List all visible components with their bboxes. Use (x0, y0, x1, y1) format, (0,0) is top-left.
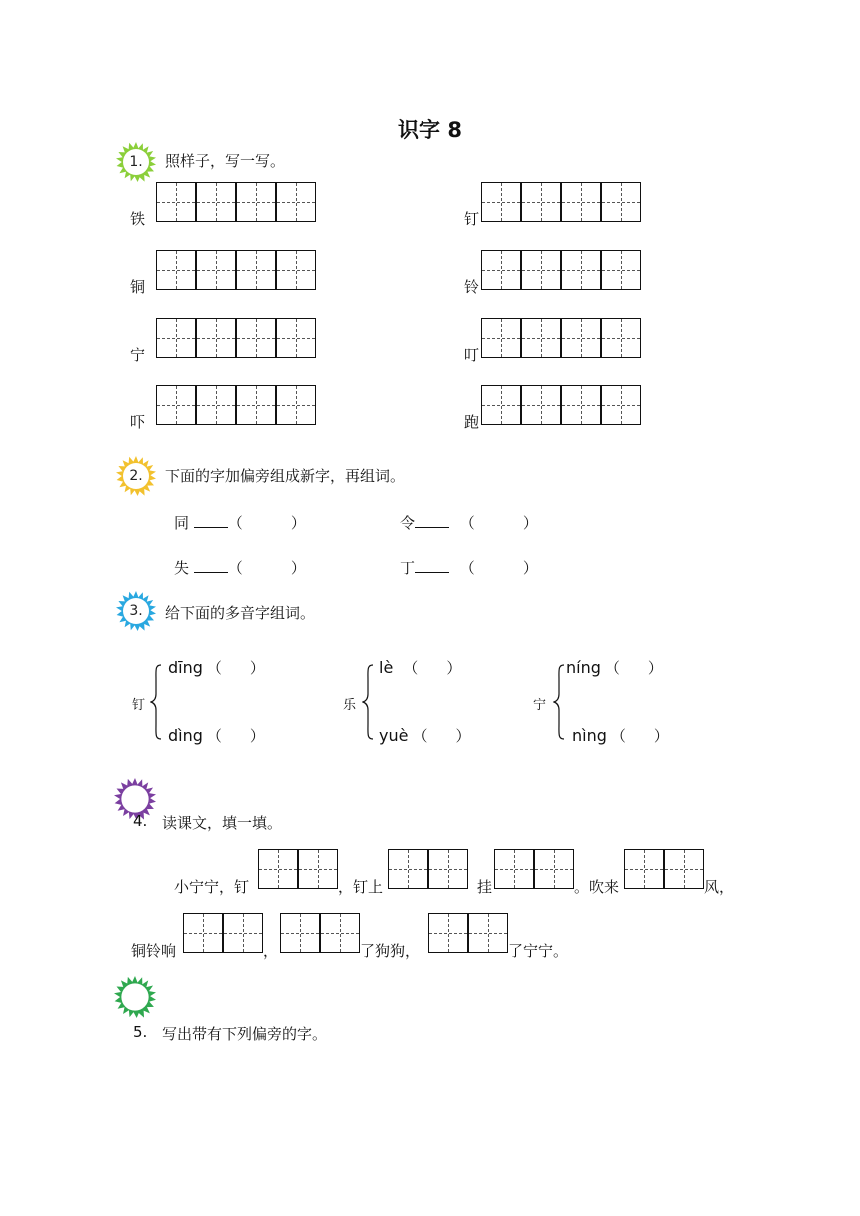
writing-grid[interactable] (156, 318, 316, 358)
paren-open: （ (227, 514, 243, 532)
answer-blank[interactable] (194, 513, 228, 528)
question-1-badge (116, 142, 156, 182)
polyphone-char: 乐 (343, 698, 357, 713)
question-2-text: 下面的字加偏旁组成新字，再组词。 (165, 467, 406, 485)
question-5-number: 5. (133, 1023, 148, 1041)
sentence-part: 风， (704, 878, 735, 896)
sentence-part: 小宁宁，钉 (174, 878, 250, 896)
pinyin: yuè (379, 726, 409, 745)
brace-icon (553, 664, 565, 740)
question-3-text: 给下面的多音字组词。 (165, 604, 316, 622)
sentence-part: 了宁宁。 (508, 942, 569, 960)
question-3-badge (116, 591, 156, 631)
sentence-part: 了狗狗， (360, 942, 421, 960)
page-title: 识字 8 (398, 118, 462, 142)
question-4-text: 读课文，填一填。 (162, 814, 283, 832)
writing-grid[interactable] (481, 250, 641, 290)
writing-grid[interactable] (280, 913, 360, 953)
char-label: 铃 (464, 278, 480, 296)
q2-item (174, 557, 306, 578)
char-label: 叮 (464, 346, 480, 364)
pinyin-row: lè （ ） (379, 658, 462, 677)
q2-item (400, 557, 538, 578)
sentence-part: ， (263, 942, 279, 960)
sentence-part: 。吹来 (574, 878, 620, 896)
q2-char: 丁 (400, 559, 416, 577)
paren-close: ） (522, 514, 538, 532)
sentence-part: 铜铃响 (131, 942, 177, 960)
writing-grid[interactable] (156, 250, 316, 290)
q2-item (174, 512, 306, 533)
char-label: 铜 (130, 278, 146, 296)
paren-open: （ (459, 559, 475, 577)
pinyin: níng (566, 658, 601, 677)
sentence-part: 挂 (477, 878, 493, 896)
writing-grid[interactable] (481, 385, 641, 425)
pinyin-row: dìng （ ） (168, 726, 265, 745)
q2-char: 令 (400, 514, 416, 532)
writing-grid[interactable] (156, 385, 316, 425)
pinyin-row: nìng （ ） (572, 726, 669, 745)
question-1-text: 照样子，写一写。 (165, 152, 286, 170)
question-4-number: 4. (133, 812, 148, 830)
answer-blank[interactable] (194, 558, 228, 573)
question-5-badge (114, 976, 156, 1018)
starburst-icon (114, 976, 156, 1018)
question-5-text: 写出带有下列偏旁的字。 (162, 1025, 328, 1043)
char-label: 钉 (464, 210, 480, 228)
paren-open: （ (459, 514, 475, 532)
pinyin-row: yuè （ ） (379, 726, 471, 745)
polyphone-char: 宁 (533, 698, 547, 713)
writing-grid[interactable] (494, 849, 574, 889)
paren-open: （ (227, 559, 243, 577)
question-2-number: 2. (129, 468, 143, 484)
brace-icon (150, 664, 162, 740)
answer-blank[interactable] (415, 513, 449, 528)
writing-grid[interactable] (624, 849, 704, 889)
writing-grid[interactable] (428, 913, 508, 953)
paren-close: ） (290, 514, 306, 532)
q2-item (400, 512, 538, 533)
brace-icon (362, 664, 374, 740)
answer-blank[interactable] (415, 558, 449, 573)
question-2-badge (116, 456, 156, 496)
pinyin: dìng (168, 726, 203, 745)
writing-grid[interactable] (183, 913, 263, 953)
pinyin: nìng (572, 726, 607, 745)
pinyin-row: dīng （ ） (168, 658, 265, 677)
pinyin: lè (379, 658, 394, 677)
q2-char: 失 (174, 559, 190, 577)
writing-grid[interactable] (388, 849, 468, 889)
writing-grid[interactable] (481, 182, 641, 222)
paren-close: ） (290, 559, 306, 577)
pinyin-row: níng （ ） (566, 658, 663, 677)
char-label: 跑 (464, 413, 480, 431)
char-label: 吓 (130, 413, 146, 431)
writing-grid[interactable] (481, 318, 641, 358)
polyphone-char: 钉 (132, 698, 146, 713)
char-label: 宁 (130, 346, 146, 364)
pinyin: dīng (168, 658, 203, 677)
question-1-number: 1. (129, 154, 143, 170)
question-3-number: 3. (129, 603, 143, 619)
writing-grid[interactable] (258, 849, 338, 889)
writing-grid[interactable] (156, 182, 316, 222)
sentence-part: ，钉上 (338, 878, 384, 896)
paren-close: ） (522, 559, 538, 577)
q2-char: 同 (174, 514, 190, 532)
char-label: 铁 (130, 210, 146, 228)
